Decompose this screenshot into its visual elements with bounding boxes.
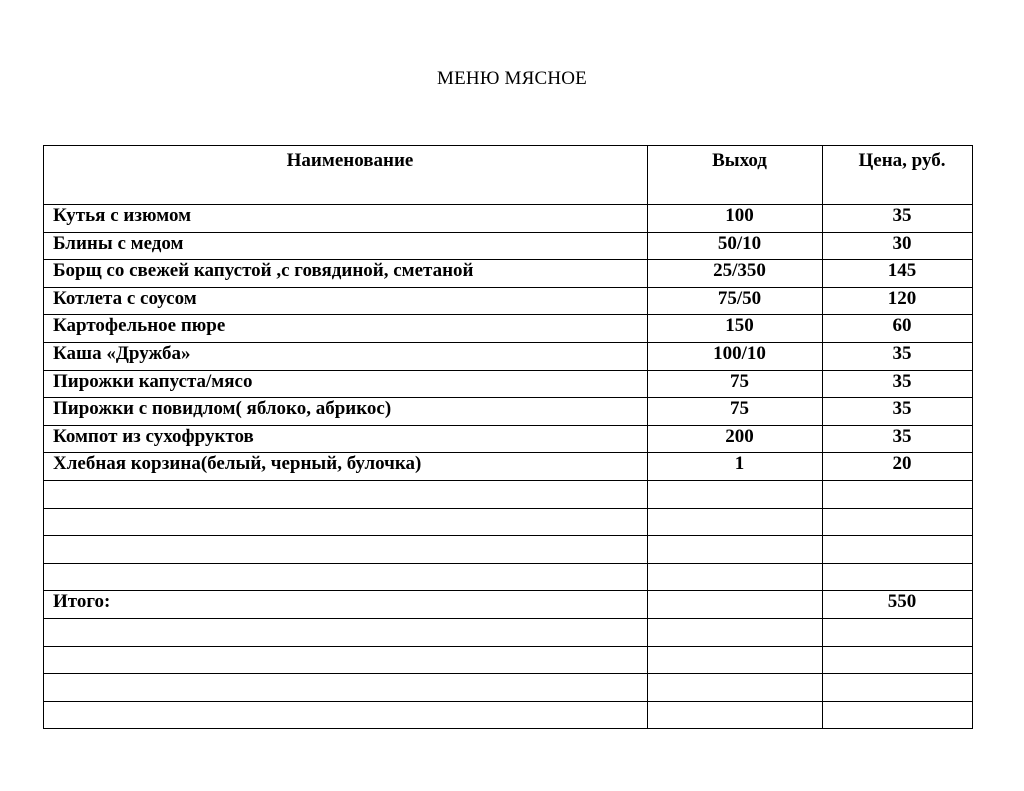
empty-cell — [44, 480, 648, 508]
item-name: Компот из сухофруктов — [44, 425, 648, 453]
table-row — [44, 342, 973, 370]
empty-row — [44, 536, 973, 564]
empty-cell — [823, 701, 973, 729]
empty-cell — [823, 618, 973, 646]
empty-cell — [648, 563, 823, 591]
item-name: Каша «Дружба» — [44, 342, 648, 370]
item-name: Пирожки с повидлом( яблоко, абрикос) — [44, 398, 648, 426]
empty-row — [44, 480, 973, 508]
item-output: 100 — [648, 205, 823, 233]
table-header-row — [44, 146, 973, 205]
item-price: 30 — [823, 232, 973, 260]
item-price: 35 — [823, 205, 973, 233]
total-row — [44, 591, 973, 619]
empty-cell — [823, 646, 973, 674]
item-output: 50/10 — [648, 232, 823, 260]
empty-cell — [823, 563, 973, 591]
table-row — [44, 398, 973, 426]
item-name: Картофельное пюре — [44, 315, 648, 343]
empty-cell — [823, 536, 973, 564]
column-header-output: Выход — [648, 146, 823, 205]
empty-row — [44, 646, 973, 674]
empty-cell — [648, 646, 823, 674]
empty-cell — [648, 536, 823, 564]
item-name: Пирожки капуста/мясо — [44, 370, 648, 398]
table-row — [44, 232, 973, 260]
table-row — [44, 315, 973, 343]
item-price: 20 — [823, 453, 973, 481]
empty-row — [44, 508, 973, 536]
item-name: Котлета с соусом — [44, 287, 648, 315]
item-price: 35 — [823, 398, 973, 426]
empty-cell — [823, 480, 973, 508]
item-price: 35 — [823, 425, 973, 453]
empty-cell — [648, 480, 823, 508]
table-row — [44, 205, 973, 233]
item-name: Блины с медом — [44, 232, 648, 260]
empty-row — [44, 674, 973, 702]
item-name: Кутья с изюмом — [44, 205, 648, 233]
empty-cell — [44, 701, 648, 729]
empty-row — [44, 563, 973, 591]
item-output: 200 — [648, 425, 823, 453]
empty-cell — [44, 563, 648, 591]
empty-cell — [648, 618, 823, 646]
item-output: 75 — [648, 398, 823, 426]
item-price: 35 — [823, 370, 973, 398]
item-price: 60 — [823, 315, 973, 343]
total-value: 550 — [823, 591, 973, 619]
item-output: 1 — [648, 453, 823, 481]
item-price: 120 — [823, 287, 973, 315]
empty-cell — [648, 591, 823, 619]
item-output: 150 — [648, 315, 823, 343]
table-row — [44, 370, 973, 398]
column-header-price: Цена, руб. — [823, 146, 973, 205]
menu-table — [43, 145, 973, 729]
column-header-name: Наименование — [44, 146, 648, 205]
empty-cell — [44, 674, 648, 702]
item-output: 75/50 — [648, 287, 823, 315]
empty-cell — [44, 618, 648, 646]
item-output: 100/10 — [648, 342, 823, 370]
empty-cell — [648, 701, 823, 729]
empty-cell — [44, 508, 648, 536]
item-output: 25/350 — [648, 260, 823, 288]
empty-cell — [648, 674, 823, 702]
table-row — [44, 453, 973, 481]
table-row — [44, 287, 973, 315]
item-output: 75 — [648, 370, 823, 398]
empty-row — [44, 701, 973, 729]
empty-cell — [823, 674, 973, 702]
item-name: Хлебная корзина(белый, черный, булочка) — [44, 453, 648, 481]
table-row — [44, 425, 973, 453]
total-label: Итого: — [44, 591, 648, 619]
item-name: Борщ со свежей капустой ,с говядиной, сметаной — [44, 260, 648, 288]
empty-cell — [44, 536, 648, 564]
page-title: МЕНЮ МЯСНОЕ — [437, 68, 587, 89]
empty-cell — [648, 508, 823, 536]
empty-cell — [823, 508, 973, 536]
table-row — [44, 260, 973, 288]
item-price: 35 — [823, 342, 973, 370]
empty-row — [44, 618, 973, 646]
empty-cell — [44, 646, 648, 674]
item-price: 145 — [823, 260, 973, 288]
